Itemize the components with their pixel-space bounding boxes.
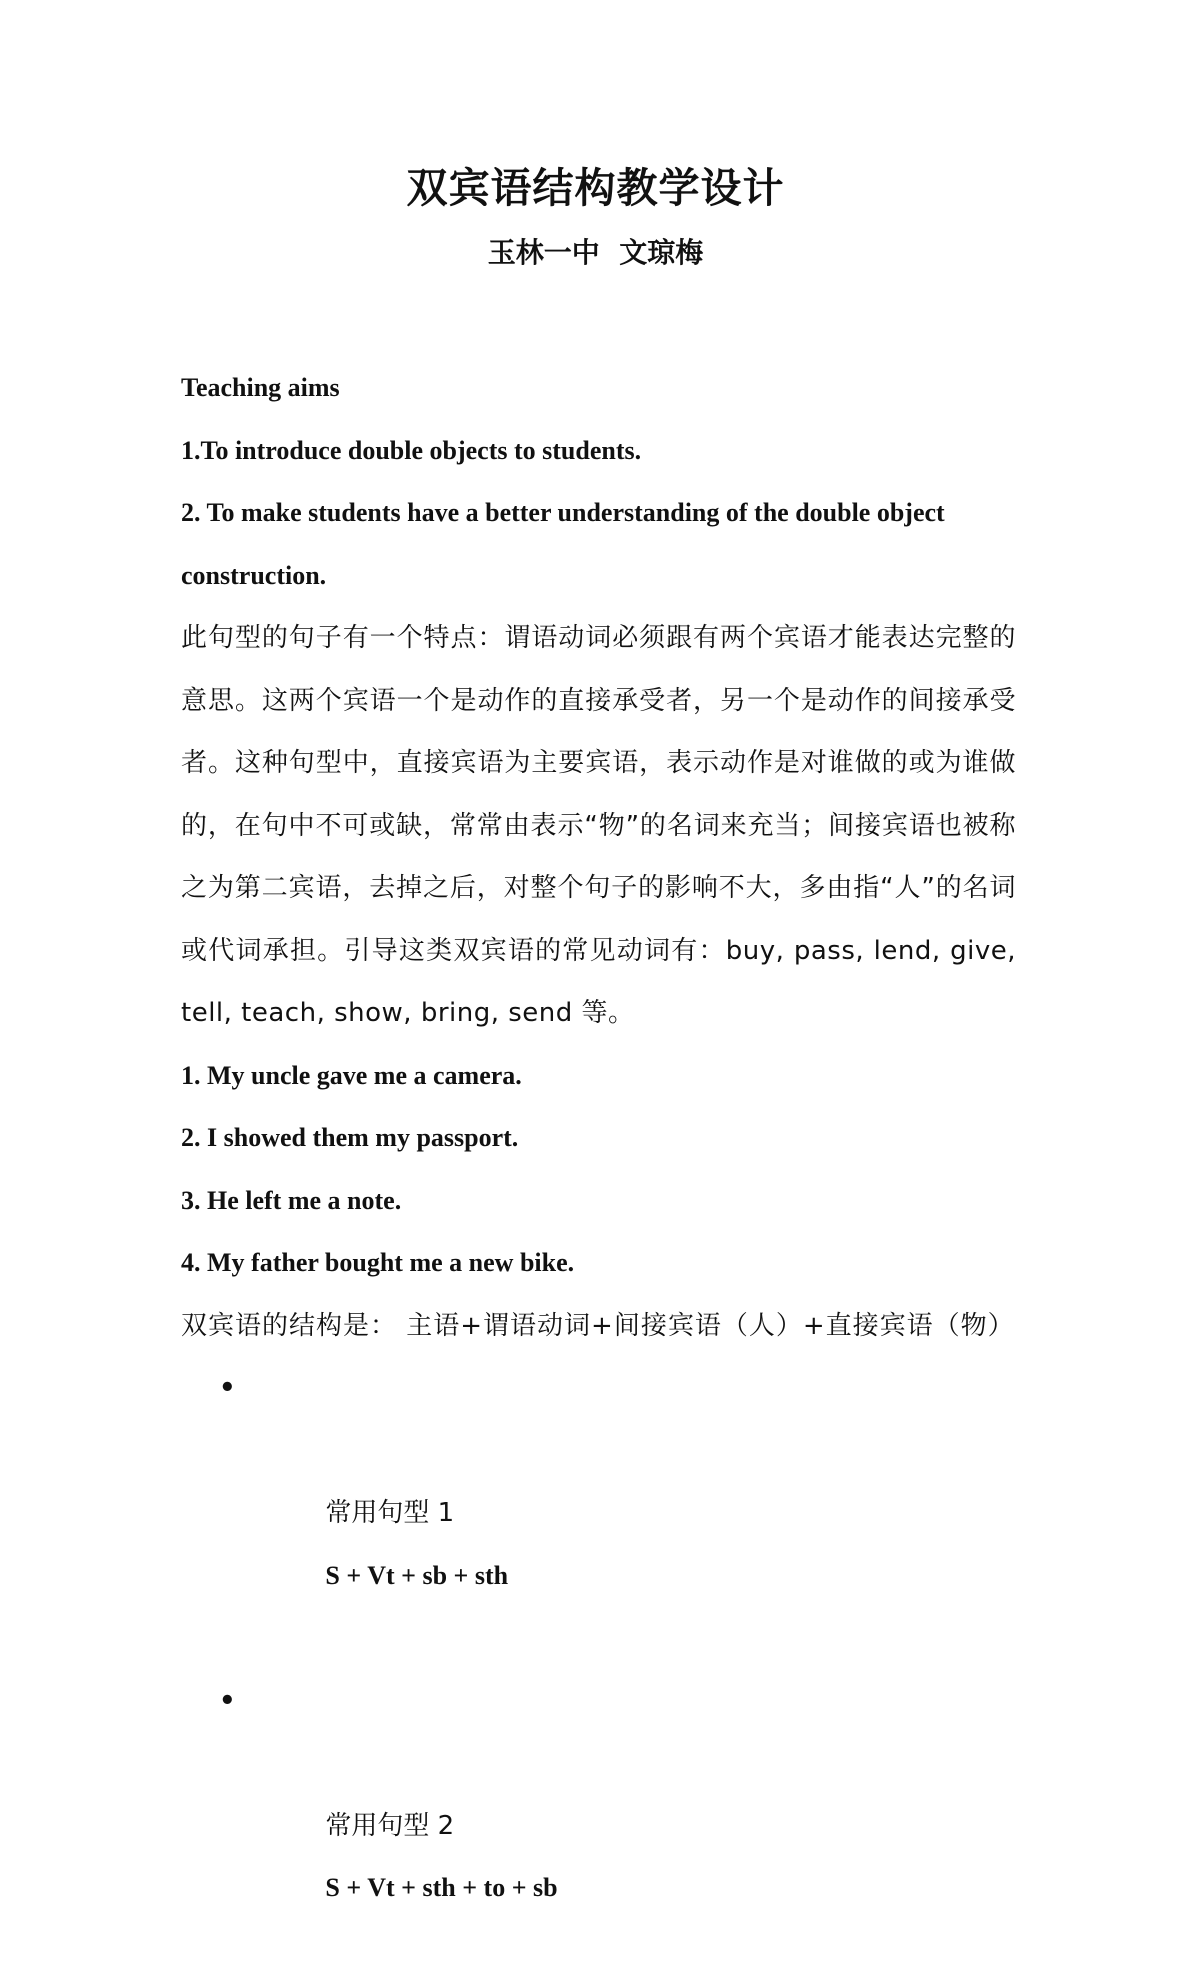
example-sentence: 3. He left me a note.: [181, 1170, 1016, 1233]
bullet-icon: •: [219, 1670, 236, 1733]
aim-item: 2. To make students have a better understanding of the double object construction.: [181, 482, 1016, 607]
author-line: 玉林一中 文琼梅: [0, 235, 1191, 271]
pattern-list: [181, 1357, 1016, 1982]
explanation-paragraph: 此句型的句子有一个特点：谓语动词必须跟有两个宾语才能表达完整的意思。这两个宾语一个是动作的直接承受者，另一个是动作的间接承受者。这种句型中，直接宾语为主要宾语，表示动作是对谁做的或为谁做的，在句中不可或缺，常常由表示“物”的名词来充当；间接宾语也被称之为第二宾语，去掉之后，对整个句子的影响不大，多由指“人”的名词或代词承担。引导这类双宾语的常见动词有：buy, pass, lend, give, tell, teach, show, bring, send 等。: [181, 607, 1016, 1045]
pattern-label: 常用句型 1: [325, 1482, 497, 1545]
document-title: 双宾语结构教学设计: [0, 162, 1191, 214]
pattern-formula: S + Vt + sb + sth: [325, 1561, 508, 1590]
example-sentence: 4. My father bought me a new bike.: [181, 1232, 1016, 1295]
document-body: [181, 357, 1016, 1982]
pattern-label: 常用句型 2: [325, 1795, 497, 1858]
pattern-formula: S + Vt + sth + to + sb: [325, 1873, 557, 1902]
example-sentence: 2. I showed them my passport.: [181, 1107, 1016, 1170]
aim-item: 1.To introduce double objects to students.: [181, 420, 1016, 483]
bullet-icon: •: [219, 1357, 236, 1420]
pattern-item: [219, 1670, 1016, 1982]
pattern-item: [219, 1357, 1016, 1670]
structure-statement: 双宾语的结构是： 主语+谓语动词+间接宾语（人）+直接宾语（物）: [181, 1295, 1016, 1358]
section-heading: Teaching aims: [181, 357, 1016, 420]
example-sentence: 1. My uncle gave me a camera.: [181, 1045, 1016, 1108]
